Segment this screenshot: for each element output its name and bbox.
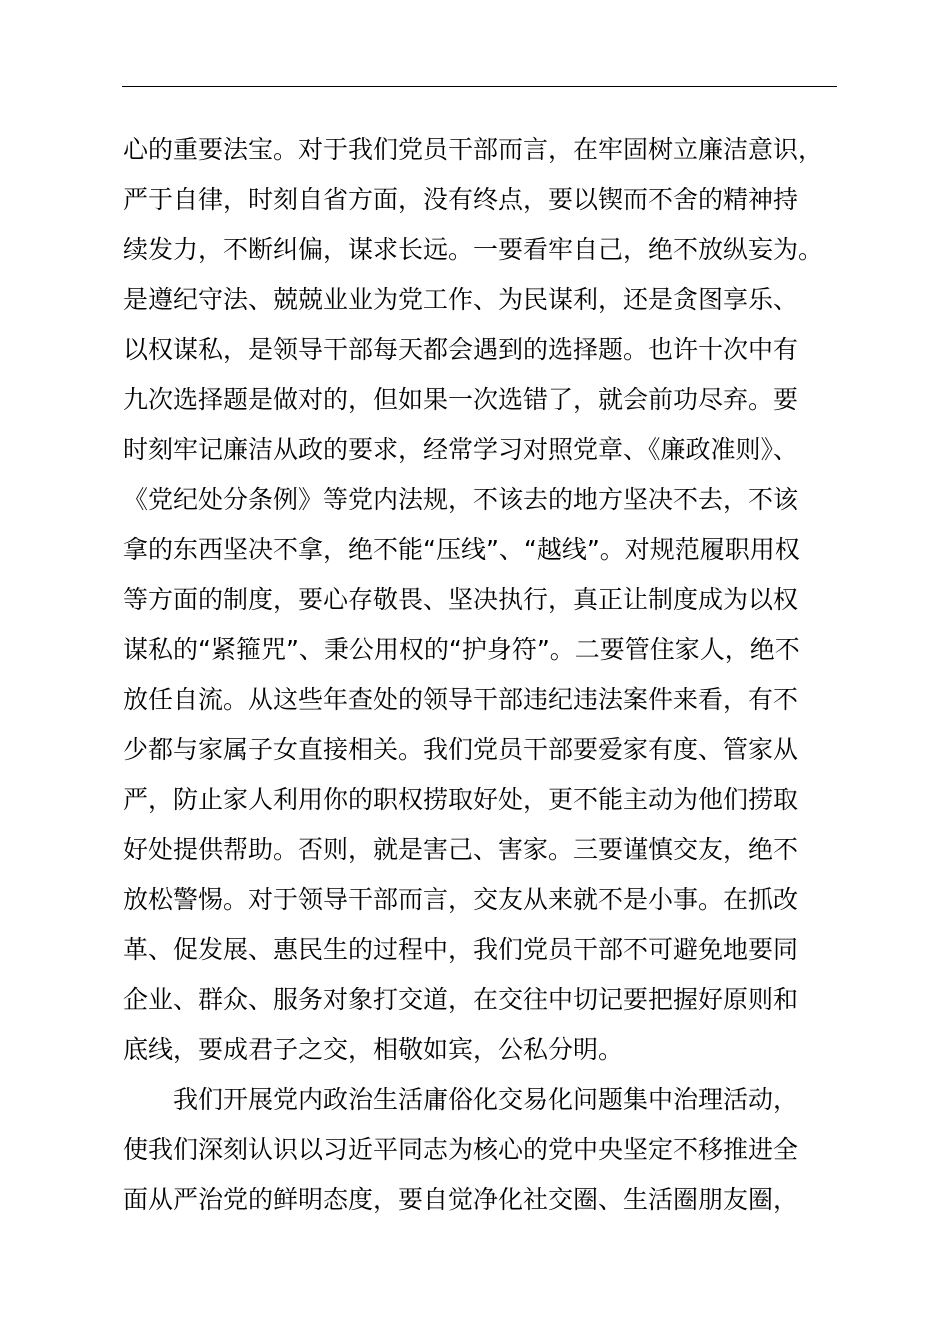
text-line: 面从严治党的鲜明态度，要自觉净化社交圈、生活圈朋友圈， xyxy=(123,1185,799,1214)
text-line: 续发力，不断纠偏，谋求长远。一要看牢自己，绝不放纵妄为。 xyxy=(123,235,824,264)
text-line: 企业、群众、服务对象打交道，在交往中切记要把握好原则和 xyxy=(123,985,799,1014)
text-line: 拿的东西坚决不拿，绝不能“压线”、“越线”。对规范履职用权 xyxy=(123,535,800,564)
text-line: 放松警惕。对于领导干部而言，交友从来就不是小事。在抓改 xyxy=(123,885,799,914)
text-line: 心的重要法宝。对于我们党员干部而言，在牢固树立廉洁意识， xyxy=(123,135,824,164)
text-line: 底线，要成君子之交，相敬如宾，公私分明。 xyxy=(123,1035,624,1064)
header-rule xyxy=(122,86,837,87)
text-line: 严于自律，时刻自省方面，没有终点，要以锲而不舍的精神持 xyxy=(123,185,799,214)
text-line: 时刻牢记廉洁从政的要求，经常学习对照党章、《廉政准则》、 xyxy=(123,435,799,464)
body-text xyxy=(123,125,863,1225)
text-line: 严，防止家人利用你的职权捞取好处，更不能主动为他们捞取 xyxy=(123,785,799,814)
text-line: 《党纪处分条例》等党内法规，不该去的地方坚决不去，不该 xyxy=(123,485,799,514)
paragraph-start-line: 我们开展党内政治生活庸俗化交易化问题集中治理活动， xyxy=(173,1085,799,1114)
text-line: 革、促发展、惠民生的过程中，我们党员干部不可避免地要同 xyxy=(123,935,799,964)
text-line: 是遵纪守法、兢兢业业为党工作、为民谋利，还是贪图享乐、 xyxy=(123,285,799,314)
text-line: 等方面的制度，要心存敬畏、坚决执行，真正让制度成为以权 xyxy=(123,585,799,614)
text-line: 以权谋私，是领导干部每天都会遇到的选择题。也许十次中有 xyxy=(123,335,799,364)
text-line: 好处提供帮助。否则，就是害己、害家。三要谨慎交友，绝不 xyxy=(123,835,799,864)
text-line: 谋私的“紧箍咒”、秉公用权的“护身符”。二要管住家人，绝不 xyxy=(123,635,800,664)
text-line: 使我们深刻认识以习近平同志为核心的党中央坚定不移推进全 xyxy=(123,1135,799,1164)
text-line: 九次选择题是做对的，但如果一次选错了，就会前功尽弃。要 xyxy=(123,385,799,414)
text-line: 放任自流。从这些年查处的领导干部违纪违法案件来看，有不 xyxy=(123,685,799,714)
text-line: 少都与家属子女直接相关。我们党员干部要爱家有度、管家从 xyxy=(123,735,799,764)
